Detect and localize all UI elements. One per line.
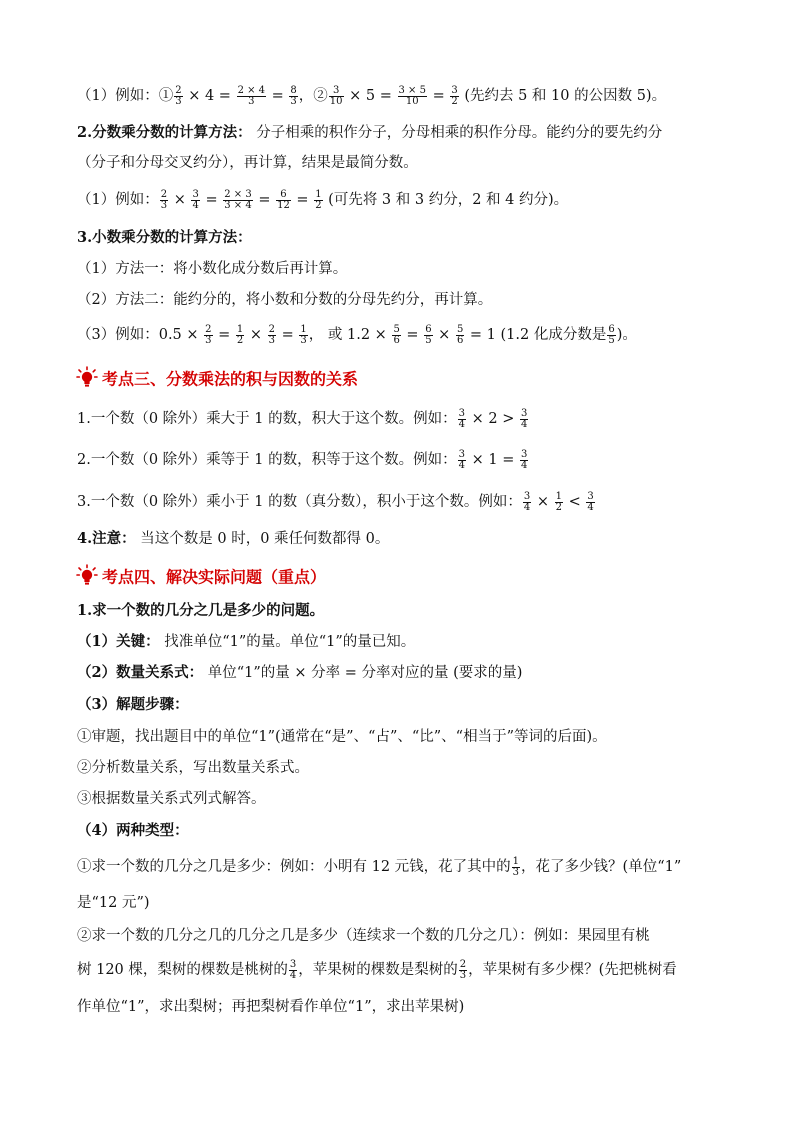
text: =	[406, 327, 419, 343]
text: 当这个数是 0 时，0 乘任何数都得 0。	[135, 531, 390, 547]
fraction: $\frac{6}{5}$	[425, 323, 432, 346]
label: （1）关键：	[77, 633, 160, 650]
text: =	[258, 192, 271, 208]
fraction: $\frac{6}{5}$	[608, 323, 615, 346]
fraction: $\frac{3}{4}$	[587, 490, 594, 513]
fraction: $\frac{2}{3}$	[160, 188, 168, 211]
type-2-cont	[77, 959, 677, 981]
key-point	[77, 631, 415, 653]
text: 1.求一个数的几分之几是多少的问题。	[77, 602, 325, 619]
fraction: $\frac{5}{6}$	[393, 323, 400, 346]
type-1	[77, 856, 681, 878]
text: ×	[249, 327, 263, 343]
text: <	[568, 494, 581, 510]
text: )。	[616, 327, 637, 343]
step-1	[77, 726, 607, 748]
text: ×	[438, 327, 451, 343]
types-title	[77, 820, 189, 842]
fraction: $\frac{6}{12}$	[277, 188, 290, 211]
fraction: $\frac{3}{4}$	[523, 490, 531, 513]
text: 找准单位“1”的量。单位“1”的量已知。	[159, 634, 416, 650]
method-1	[77, 258, 347, 280]
text: 2.一个数（0 除外）乘等于 1 的数，积等于这个数。例如：	[77, 452, 457, 468]
fraction: $\frac{3}{2}$	[451, 84, 458, 107]
rule-2	[77, 449, 529, 471]
text: ③根据数量关系式列式解答。	[77, 791, 266, 807]
heading-4	[76, 564, 326, 593]
label: （3）解题步骤：	[77, 696, 189, 713]
text: ， 或 1.2 ×	[308, 327, 387, 343]
text: 1.一个数（0 除外）乘大于 1 的数，积大于这个数。例如：	[77, 411, 457, 427]
text: ，②	[298, 88, 328, 104]
text: （分子和分母交叉约分），再计算，结果是最简分数。	[77, 155, 418, 171]
text: 分子相乘的积作分子，分母相乘的积作分母。能约分的要先约分	[251, 125, 663, 141]
text: =	[432, 88, 445, 104]
fraction: $\frac{1}{2}$	[555, 490, 562, 513]
text: ，苹果树的棵数是梨树的	[298, 962, 458, 978]
text: ②求一个数的几分之几的几分之几是多少（连续求一个数的几分之几）：例如：果园里有桃	[77, 928, 650, 944]
relation	[77, 662, 522, 684]
section-2-title-line	[77, 122, 662, 144]
text: 单位“1”的量 × 分率 = 分率对应的量 (要求的量)	[203, 665, 523, 681]
step-2	[77, 757, 309, 779]
text: （1）例如：①	[77, 88, 174, 104]
text: ①求一个数的几分之几是多少：例如：小明有 12 元钱，花了其中的	[77, 859, 511, 875]
fraction: $\frac{8}{3}$	[290, 84, 297, 107]
rule-3	[77, 491, 596, 513]
text: ×	[536, 494, 550, 510]
text: = 1 (1.2 化成分数是	[469, 327, 607, 343]
text: × 4 =	[188, 88, 231, 104]
section-2-continued	[77, 152, 418, 174]
text: =	[281, 327, 294, 343]
problem-1-title	[77, 600, 324, 622]
note-title: 4.注意：	[77, 530, 136, 547]
label: （4）两种类型：	[77, 822, 189, 839]
fraction: $\frac{3}{4}$	[192, 188, 199, 211]
text: ①审题，找出题目中的单位“1”(通常在“是”、“占”、“比”、“相当于”等词的后面)。	[77, 729, 607, 745]
text: =	[296, 192, 309, 208]
text: 树 120 棵，梨树的棵数是桃树的	[77, 962, 288, 978]
text: ②分析数量关系，写出数量关系式。	[77, 760, 309, 776]
rule-1	[77, 408, 529, 430]
text: （2）方法二：能约分的，将小数和分数的分母先约分，再计算。	[77, 292, 493, 308]
lightbulb-icon	[76, 564, 98, 593]
fraction: $\frac{5}{6}$	[456, 323, 464, 346]
text: (可先将 3 和 3 约分，2 和 4 约分)。	[323, 192, 569, 208]
fraction: $\frac{2 \times 4}{3}$	[237, 84, 266, 107]
example-line-2	[77, 189, 568, 211]
text: 3.一个数（0 除外）乘小于 1 的数（真分数），积小于这个数。例如：	[77, 494, 522, 510]
type-2-cont-2	[77, 996, 464, 1018]
section-heading: 考点三、分数乘法的积与因数的关系	[102, 369, 359, 389]
fraction: $\frac{3}{4}$	[289, 958, 297, 981]
section-title: 3.小数乘分数的计算方法：	[77, 229, 252, 246]
type-1-cont	[77, 892, 150, 914]
fraction: $\frac{1}{2}$	[236, 323, 244, 346]
fraction: $\frac{3}{4}$	[520, 448, 528, 471]
text: (先约去 5 和 10 的公因数 5)。	[459, 88, 667, 104]
text: 是“12 元”)	[77, 895, 150, 911]
fraction: $\frac{3 \times 5}{10}$	[398, 84, 426, 107]
text: （3）例如：0.5 ×	[77, 327, 199, 343]
text: × 1 =	[471, 452, 515, 468]
text: ，苹果树有多少棵？(先把桃树看	[468, 962, 677, 978]
text: （1）例如：	[77, 192, 159, 208]
fraction: $\frac{2}{3}$	[205, 323, 212, 346]
fraction: $\frac{1}{2}$	[315, 188, 322, 211]
text: =	[271, 88, 284, 104]
text: ×	[173, 192, 186, 208]
steps-title	[77, 694, 189, 716]
text: 作单位“1”，求出梨树；再把梨树看作单位“1”，求出苹果树)	[77, 999, 465, 1015]
rule-4	[77, 528, 389, 550]
fraction: $\frac{1}{3}$	[512, 855, 520, 878]
lightbulb-icon	[76, 366, 98, 395]
example-line-3	[77, 324, 637, 346]
heading-3	[76, 366, 358, 395]
step-3	[77, 788, 266, 810]
type-2	[77, 925, 650, 947]
text: × 2 >	[471, 411, 515, 427]
fraction: $\frac{2}{3}$	[268, 323, 276, 346]
fraction: $\frac{3}{4}$	[458, 407, 465, 430]
text: =	[205, 192, 218, 208]
section-heading: 考点四、解决实际问题（重点）	[102, 567, 327, 587]
label: （2）数量关系式：	[77, 664, 204, 681]
section-title: 2.分数乘分数的计算方法：	[77, 124, 252, 141]
section-3-title	[77, 227, 252, 249]
fraction: $\frac{2}{3}$	[175, 84, 182, 107]
fraction: $\frac{3}{10}$	[329, 84, 343, 107]
method-2	[77, 289, 492, 311]
text: =	[218, 327, 231, 343]
fraction: $\frac{2}{3}$	[459, 958, 467, 981]
text: ，花了多少钱？(单位“1”	[521, 859, 682, 875]
text: × 5 =	[349, 88, 392, 104]
fraction: $\frac{1}{3}$	[300, 323, 307, 346]
example-line-1	[77, 85, 666, 107]
text: （1）方法一：将小数化成分数后再计算。	[77, 261, 348, 277]
fraction: $\frac{3}{4}$	[520, 407, 528, 430]
fraction: $\frac{3}{4}$	[458, 448, 465, 471]
fraction: $\frac{2 \times 3}{3 \times 4}$	[224, 188, 252, 211]
